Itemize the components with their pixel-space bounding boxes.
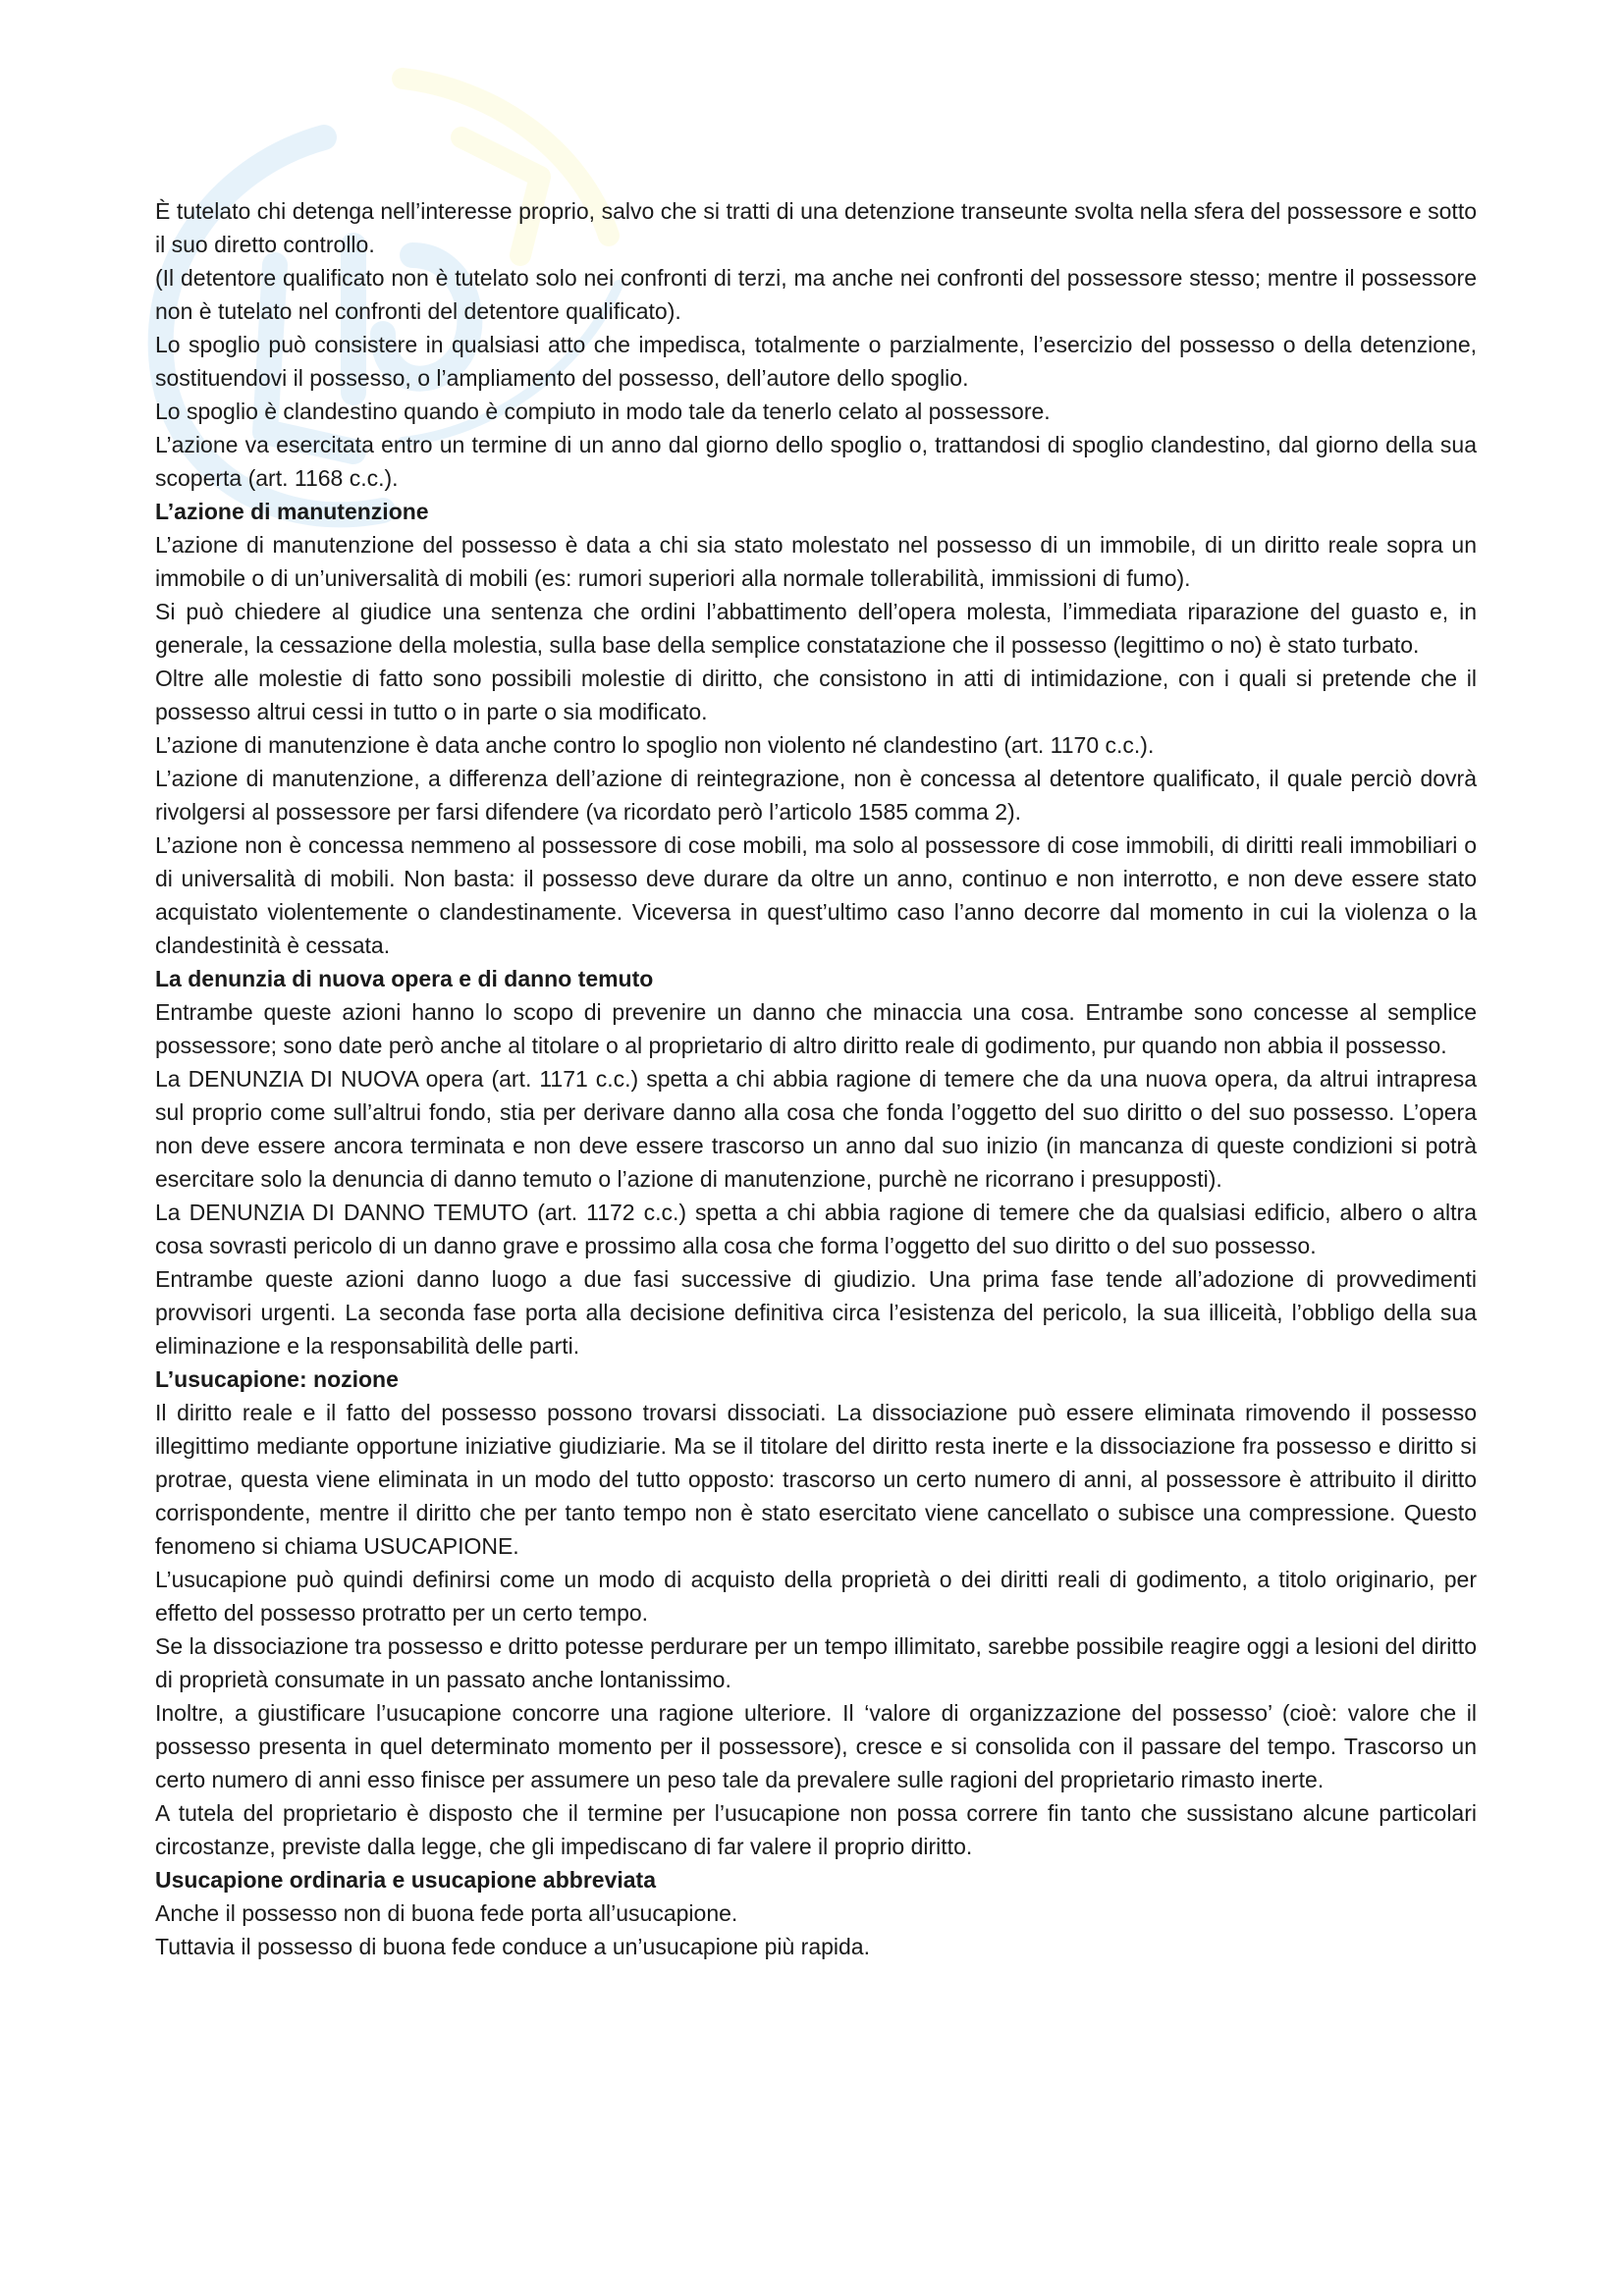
paragraph: Lo spoglio è clandestino quando è compiuto in modo tale da tenerlo celato al possessore. — [155, 399, 1051, 424]
paragraph: La DENUNZIA DI DANNO TEMUTO (art. 1172 c.c.) spetta a chi abbia ragione di temere che da qualsiasi edificio, albero o altra cosa sovrasti pericolo di un danno grave e prossimo alla cosa che forma l’oggetto del suo diritto o del suo possesso. — [155, 1200, 1477, 1258]
paragraph: Inoltre, a giustificare l’usucapione concorre una ragione ulteriore. Il ‘valore di organizzazione del possesso’ (cioè: valore che il possesso presenta in quel determinato momento per il possessore), cresce e si consolida con il passare del tempo. Trascorso un certo numero di anni esso finisce per assumere un peso tale da prevalere sulle ragioni del proprietario rimasto inerte. — [155, 1700, 1477, 1792]
document-body — [155, 194, 1477, 1963]
paragraph: L’azione va esercitata entro un termine di un anno dal giorno dello spoglio o, trattandosi di spoglio clandestino, dal giorno della sua scoperta (art. 1168 c.c.). — [155, 432, 1477, 491]
section-heading: L’azione di manutenzione — [155, 499, 429, 524]
paragraph: L’azione di manutenzione, a differenza dell’azione di reintegrazione, non è concessa al detentore qualificato, il quale perciò dovrà rivolgersi al possessore per farsi difendere (va ricordato però l’articolo 1585 comma 2). — [155, 766, 1477, 825]
paragraph: Entrambe queste azioni hanno lo scopo di prevenire un danno che minaccia una cosa. Entrambe sono concesse al semplice possessore; sono date però anche al titolare o al proprietario di altro diritto reale di godimento, pur quando non abbia il possesso. — [155, 999, 1477, 1058]
paragraph: Anche il possesso non di buona fede porta all’usucapione. — [155, 1900, 738, 1926]
section-heading: L’usucapione: nozione — [155, 1366, 399, 1392]
paragraph: Oltre alle molestie di fatto sono possibili molestie di diritto, che consistono in atti di intimidazione, con i quali si pretende che il possesso altrui cessi in tutto o in parte o sia modificato. — [155, 666, 1477, 724]
paragraph: L’azione non è concessa nemmeno al possessore di cose mobili, ma solo al possessore di cose immobili, di diritti reali immobiliari o di universalità di mobili. Non basta: il possesso deve durare da oltre un anno, continuo e non interrotto, e non deve essere stato acquistato violentemente o clandestinamente. Viceversa in quest’ultimo caso l’anno decorre dal momento in cui la violenza o la clandestinità è cessata. — [155, 832, 1477, 958]
paragraph: Tuttavia il possesso di buona fede conduce a un’usucapione più rapida. — [155, 1934, 870, 1959]
paragraph: Entrambe queste azioni danno luogo a due fasi successive di giudizio. Una prima fase tende all’adozione di provvedimenti provvisori urgenti. La seconda fase porta alla decisione definitiva circa l’esistenza del pericolo, la sua illiceità, l’obbligo della sua eliminazione e la responsabilità delle parti. — [155, 1266, 1477, 1359]
paragraph: Il diritto reale e il fatto del possesso possono trovarsi dissociati. La dissociazione può essere eliminata rimovendo il possesso illegittimo mediante opportune iniziative giudiziarie. Ma se il titolare del diritto resta inerte e la dissociazione fra possesso e diritto si protrae, questa viene eliminata in un modo del tutto opposto: trascorso un certo numero di anni, al possessore è attribuito il diritto corrispondente, mentre il diritto che per tanto tempo non è stato esercitato viene cancellato o subisce una compressione. Questo fenomeno si chiama USUCAPIONE. — [155, 1400, 1477, 1559]
paragraph: L’usucapione può quindi definirsi come un modo di acquisto della proprietà o dei diritti reali di godimento, a titolo originario, per effetto del possesso protratto per un certo tempo. — [155, 1567, 1477, 1626]
paragraph: Si può chiedere al giudice una sentenza che ordini l’abbattimento dell’opera molesta, l’immediata riparazione del guasto e, in generale, la cessazione della molestia, sulla base della semplice constatazione che il possesso (legittimo o no) è stato turbato. — [155, 599, 1477, 658]
section-heading: La denunzia di nuova opera e di danno temuto — [155, 966, 654, 991]
paragraph: È tutelato chi detenga nell’interesse proprio, salvo che si tratti di una detenzione transeunte svolta nella sfera del possessore e sotto il suo diretto controllo. — [155, 198, 1477, 257]
paragraph: (Il detentore qualificato non è tutelato solo nei confronti di terzi, ma anche nei confronti del possessore stesso; mentre il possessore non è tutelato nel confronti del detentore qualificato). — [155, 265, 1477, 324]
paragraph: Lo spoglio può consistere in qualsiasi atto che impedisca, totalmente o parzialmente, l’esercizio del possesso o della detenzione, sostituendovi il possesso, o l’ampliamento del possesso, dell’autore dello spoglio. — [155, 332, 1477, 391]
section-heading: Usucapione ordinaria e usucapione abbreviata — [155, 1867, 656, 1893]
paragraph: L’azione di manutenzione del possesso è data a chi sia stato molestato nel possesso di un immobile, di un diritto reale sopra un immobile o di un’universalità di mobili (es: rumori superiori alla normale tollerabilità, immissioni di fumo). — [155, 532, 1477, 591]
paragraph: La DENUNZIA DI NUOVA opera (art. 1171 c.c.) spetta a chi abbia ragione di temere che da una nuova opera, da altrui intrapresa sul proprio come sull’altrui fondo, stia per derivare danno alla cosa che fonda l’oggetto del suo diritto o del suo possesso. L’opera non deve essere ancora terminata e non deve essere trascorso un anno dal suo inizio (in mancanza di queste condizioni si potrà esercitare solo la denuncia di danno temuto o l’azione di manutenzione, purchè ne ricorrano i presupposti). — [155, 1066, 1477, 1192]
paragraph: A tutela del proprietario è disposto che il termine per l’usucapione non possa correre fin tanto che sussistano alcune particolari circostanze, previste dalla legge, che gli impediscano di far valere il proprio diritto. — [155, 1800, 1477, 1859]
paragraph: L’azione di manutenzione è data anche contro lo spoglio non violento né clandestino (art. 1170 c.c.). — [155, 732, 1155, 758]
paragraph: Se la dissociazione tra possesso e dritto potesse perdurare per un tempo illimitato, sarebbe possibile reagire oggi a lesioni del diritto di proprietà consumate in un passato anche lontanissimo. — [155, 1633, 1477, 1692]
